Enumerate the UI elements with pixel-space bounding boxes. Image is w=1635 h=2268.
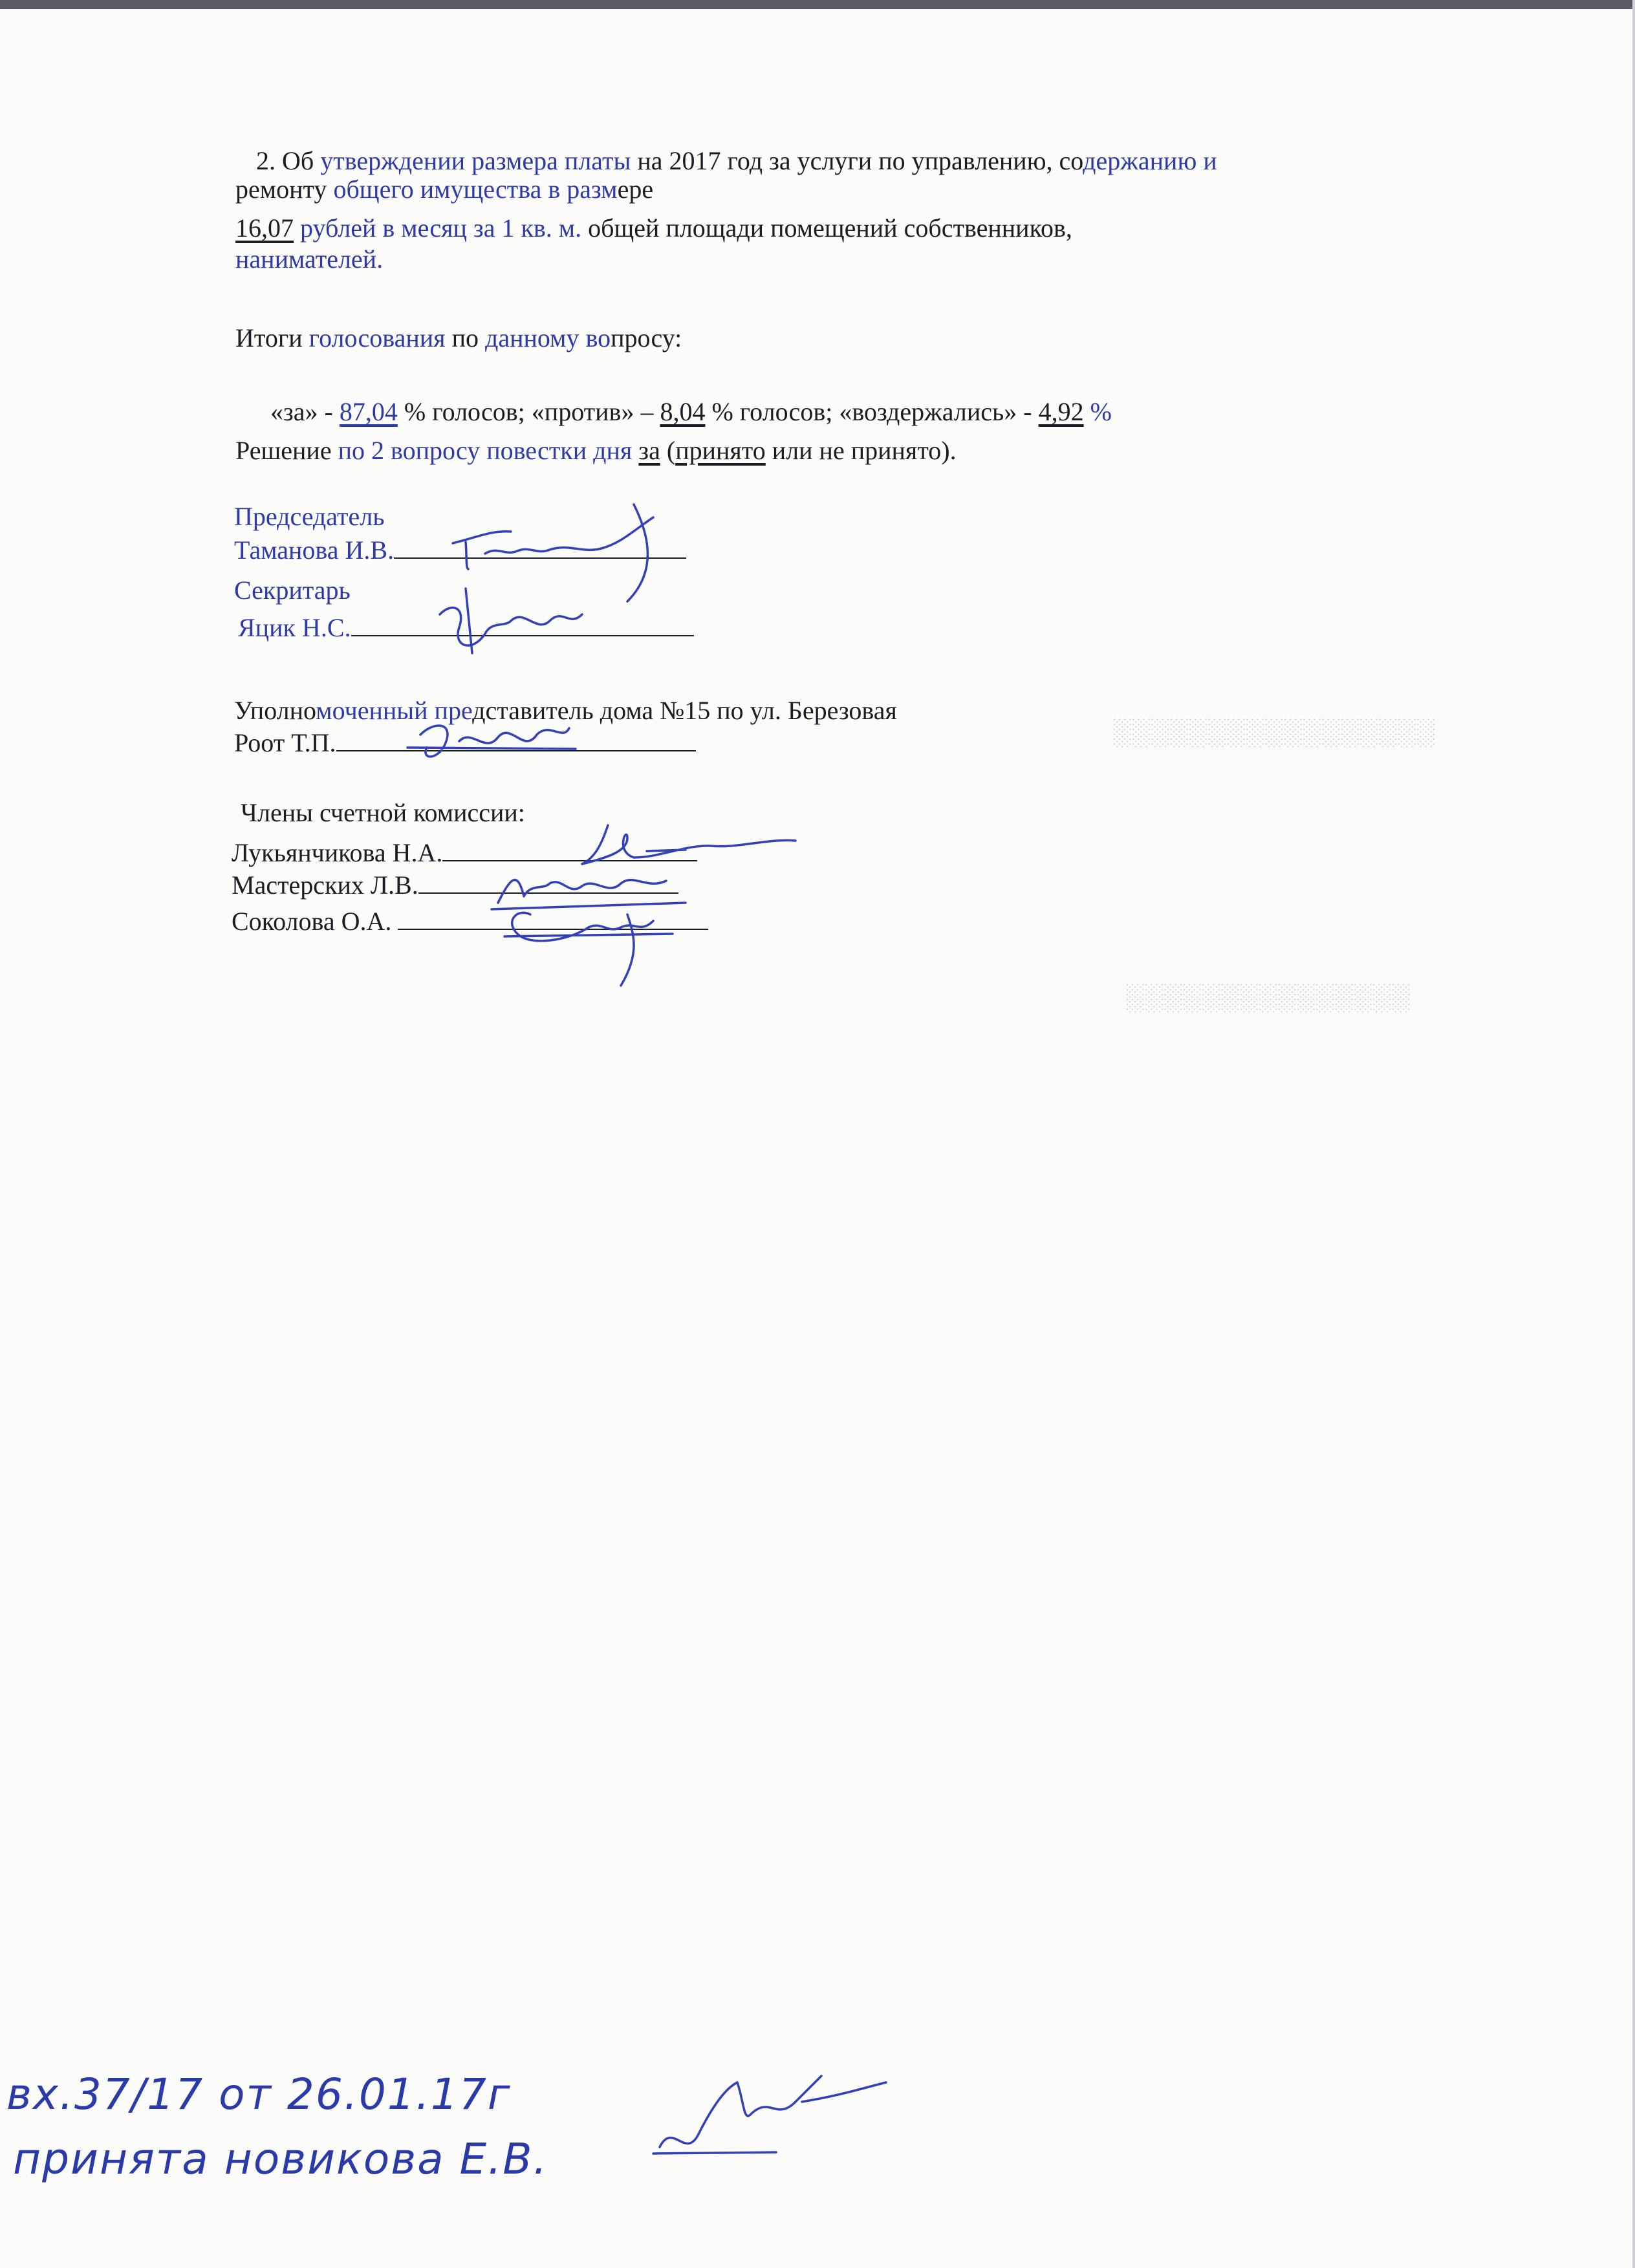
results-heading: Итоги голосования по данному вопросу:: [235, 323, 682, 352]
receiver-signature: [647, 2063, 893, 2179]
results-votes: «за» - 87,04 % голосов; «против» – 8,04 % голосов; «воздержались» - 4,92 %: [270, 397, 1112, 426]
representative-name: Роот Т.П.: [234, 728, 696, 758]
bleed-through-text: ░░░░░░░░░░░░░░░: [1125, 982, 1411, 1011]
chair-title: Председатель: [234, 502, 385, 531]
bleed-through-text: ░░░░░░░░░░░░░░░░░: [1112, 717, 1435, 746]
results-decision: Решение по 2 вопросу повестки дня за (принято или не принято).: [235, 436, 957, 465]
item2-line3: 16,07 рублей в месяц за 1 кв. м. общей площади помещений собственников,: [235, 213, 1072, 243]
commission-title: Члены счетной комиссии:: [241, 798, 525, 827]
member1-name: Лукьянчикова Н.А.: [232, 838, 697, 868]
item2-line2: ремонту общего имущества в размере: [235, 175, 654, 204]
representative-signature: [401, 709, 582, 773]
member2-name: Мастерских Л.В.: [232, 870, 678, 900]
item2-line4: нанимателей.: [235, 244, 384, 274]
chair-name: Таманова И.В.: [234, 535, 686, 565]
member3-name: Соколова О.А.: [232, 907, 708, 936]
handwritten-received-note: принята новикова Е.В.: [13, 2134, 548, 2184]
item2-line1: 2. Об утверждении размера платы на 2017 год за услуги по управлению, содержанию и: [256, 146, 1217, 175]
secretary-signature: [427, 582, 595, 666]
member3-signature: [492, 895, 686, 999]
scan-edge-top: [0, 0, 1635, 9]
representative-title: Уполномоченный представитель дома №15 по ул. Березовая: [234, 696, 897, 725]
secretary-title: Секритарь: [234, 576, 351, 605]
secretary-name: Яцик Н.С.: [238, 613, 694, 643]
handwritten-registration-note: вх.37/17 от 26.01.17г: [6, 2069, 512, 2119]
scan-edge-right: [1632, 0, 1635, 2268]
